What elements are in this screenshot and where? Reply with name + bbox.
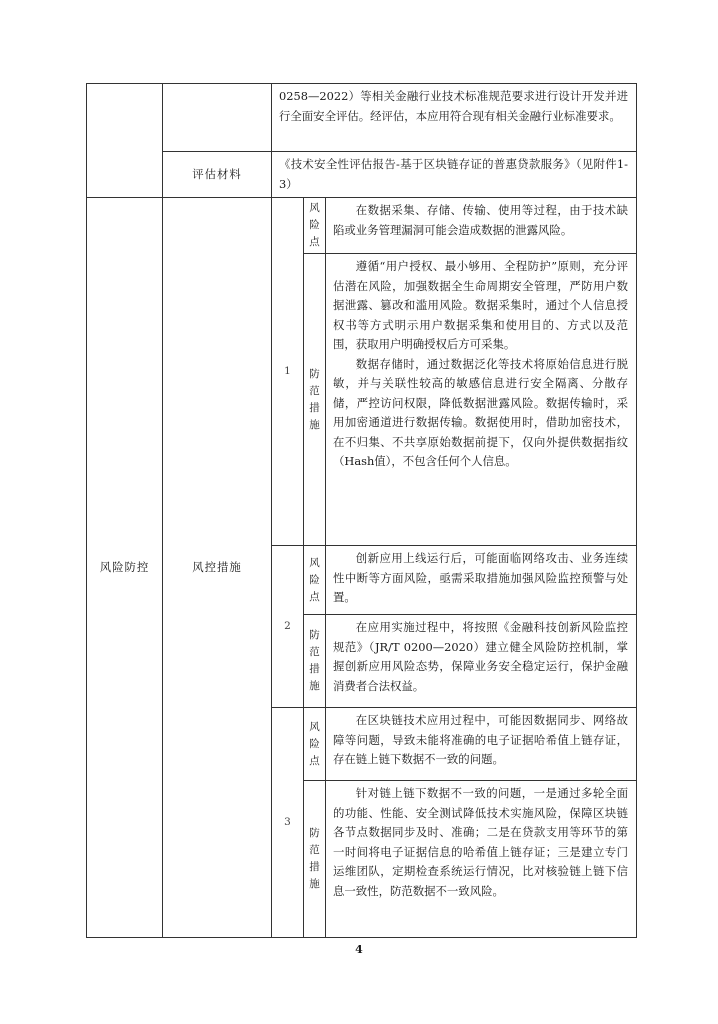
label-char: 防 [309, 827, 320, 839]
risk-point-paragraph: 创新应用上线运行后，可能面临网络攻击、业务连续性中断等方面风险，亟需采取措施加强风险监控预警与处置。 [333, 551, 629, 604]
measure-paragraph: 针对链上链下数据不一致的问题，一是通过多轮全面的功能、性能、安全测试降低技术实施风险，保障区块链各节点数据同步及时、准确；二是在贷款支用等环节的第一时间将电子证据信息的哈希值上链存证；三是建立专门运维团队，定期检查系统运行情况，比对核验链上链下信息一致性，防范数据不一致风险。 [333, 786, 629, 898]
risk-point-text [326, 546, 637, 615]
label-char: 措 [309, 861, 320, 873]
label-char: 点 [309, 236, 320, 248]
page-number: 4 [355, 943, 363, 956]
label-char: 防 [309, 629, 320, 641]
label-char: 范 [309, 646, 320, 658]
measure-text [326, 781, 637, 938]
section-subtitle: 风控措施 [163, 198, 272, 938]
measure-paragraph: 在应用实施过程中，将按照《金融科技创新风险监控规范》（JR/T 0200—2020）建立健全风险防控机制，掌握创新应用风险态势，保障业务安全稳定运行，保护金融消费者合法权益。 [333, 620, 629, 693]
label-char: 点 [309, 590, 320, 603]
measure-paragraph: 遵循“用户授权、最小够用、全程防护”原则，充分评估潜在风险，加强数据全生命周期安全管理，严防用户数据泄露、篡改和滥用风险。数据采集时，通过个人信息授权书等方式明示用户数据采集和使用目的、方式以及范围，获取用户明确授权后方可采集。 [333, 259, 629, 351]
label-char: 施 [309, 680, 320, 692]
label-char: 险 [309, 219, 320, 231]
label-char: 措 [309, 663, 320, 675]
label-char: 措 [309, 401, 320, 414]
risk-number: 3 [272, 708, 304, 938]
risk-point-text [326, 198, 637, 254]
section-title: 风险防控 [87, 198, 163, 938]
label-char: 点 [309, 754, 320, 767]
label-char: 险 [309, 573, 320, 586]
measure-label [304, 781, 326, 938]
table-row [87, 84, 637, 152]
risk-point-label [304, 198, 326, 254]
label-char: 风 [309, 720, 320, 733]
risk-point-label [304, 708, 326, 781]
measure-label [304, 615, 326, 708]
table-row [87, 198, 637, 254]
risk-point-paragraph: 在数据采集、存储、传输、使用等过程，由于技术缺陷或业务管理漏洞可能会造成数据的泄露风险。 [333, 203, 629, 237]
continuation-text: 0258—2022）等相关金融行业技术标准规范要求进行设计开发并进行全面安全评估。经评估，本应用符合现有相关金融行业标准要求。 [272, 84, 637, 152]
document-table [86, 83, 637, 938]
label-char: 施 [309, 418, 320, 431]
label-char: 施 [309, 878, 320, 890]
label-char: 风 [309, 202, 320, 214]
risk-point-paragraph: 在区块链技术应用过程中，可能因数据同步、网络故障等问题，导致未能将准确的电子证据哈希值上链存证，存在链上链下数据不一致的问题。 [333, 713, 629, 766]
label-char: 范 [309, 844, 320, 856]
label-char: 防 [309, 367, 320, 380]
risk-number: 1 [272, 198, 304, 546]
risk-number: 2 [272, 546, 304, 708]
eval-text: 《技术安全性评估报告-基于区块链存证的普惠贷款服务》（见附件1-3） [272, 152, 637, 198]
measure-text [326, 615, 637, 708]
measure-text [326, 254, 637, 546]
label-char: 风 [309, 556, 320, 569]
top-empty-cell [163, 84, 272, 152]
risk-point-label [304, 546, 326, 615]
table-row [87, 152, 637, 198]
label-char: 险 [309, 737, 320, 750]
measure-paragraph: 数据存储时，通过数据泛化等技术将原始信息进行脱敏，并与关联性较高的敏感信息进行安全隔离、分散存储，严控访问权限，降低数据泄露风险。数据传输时，采用加密通道进行数据传输。数据使用时，借助加密技术，在不归集、不共享原始数据前提下，仅向外提供数据指纹（Hash值），不包含任何个人信息。 [333, 356, 629, 468]
label-char: 范 [309, 384, 320, 397]
eval-label: 评估材料 [163, 152, 272, 198]
top-left-cell [87, 84, 163, 198]
risk-point-text [326, 708, 637, 781]
measure-label [304, 254, 326, 546]
